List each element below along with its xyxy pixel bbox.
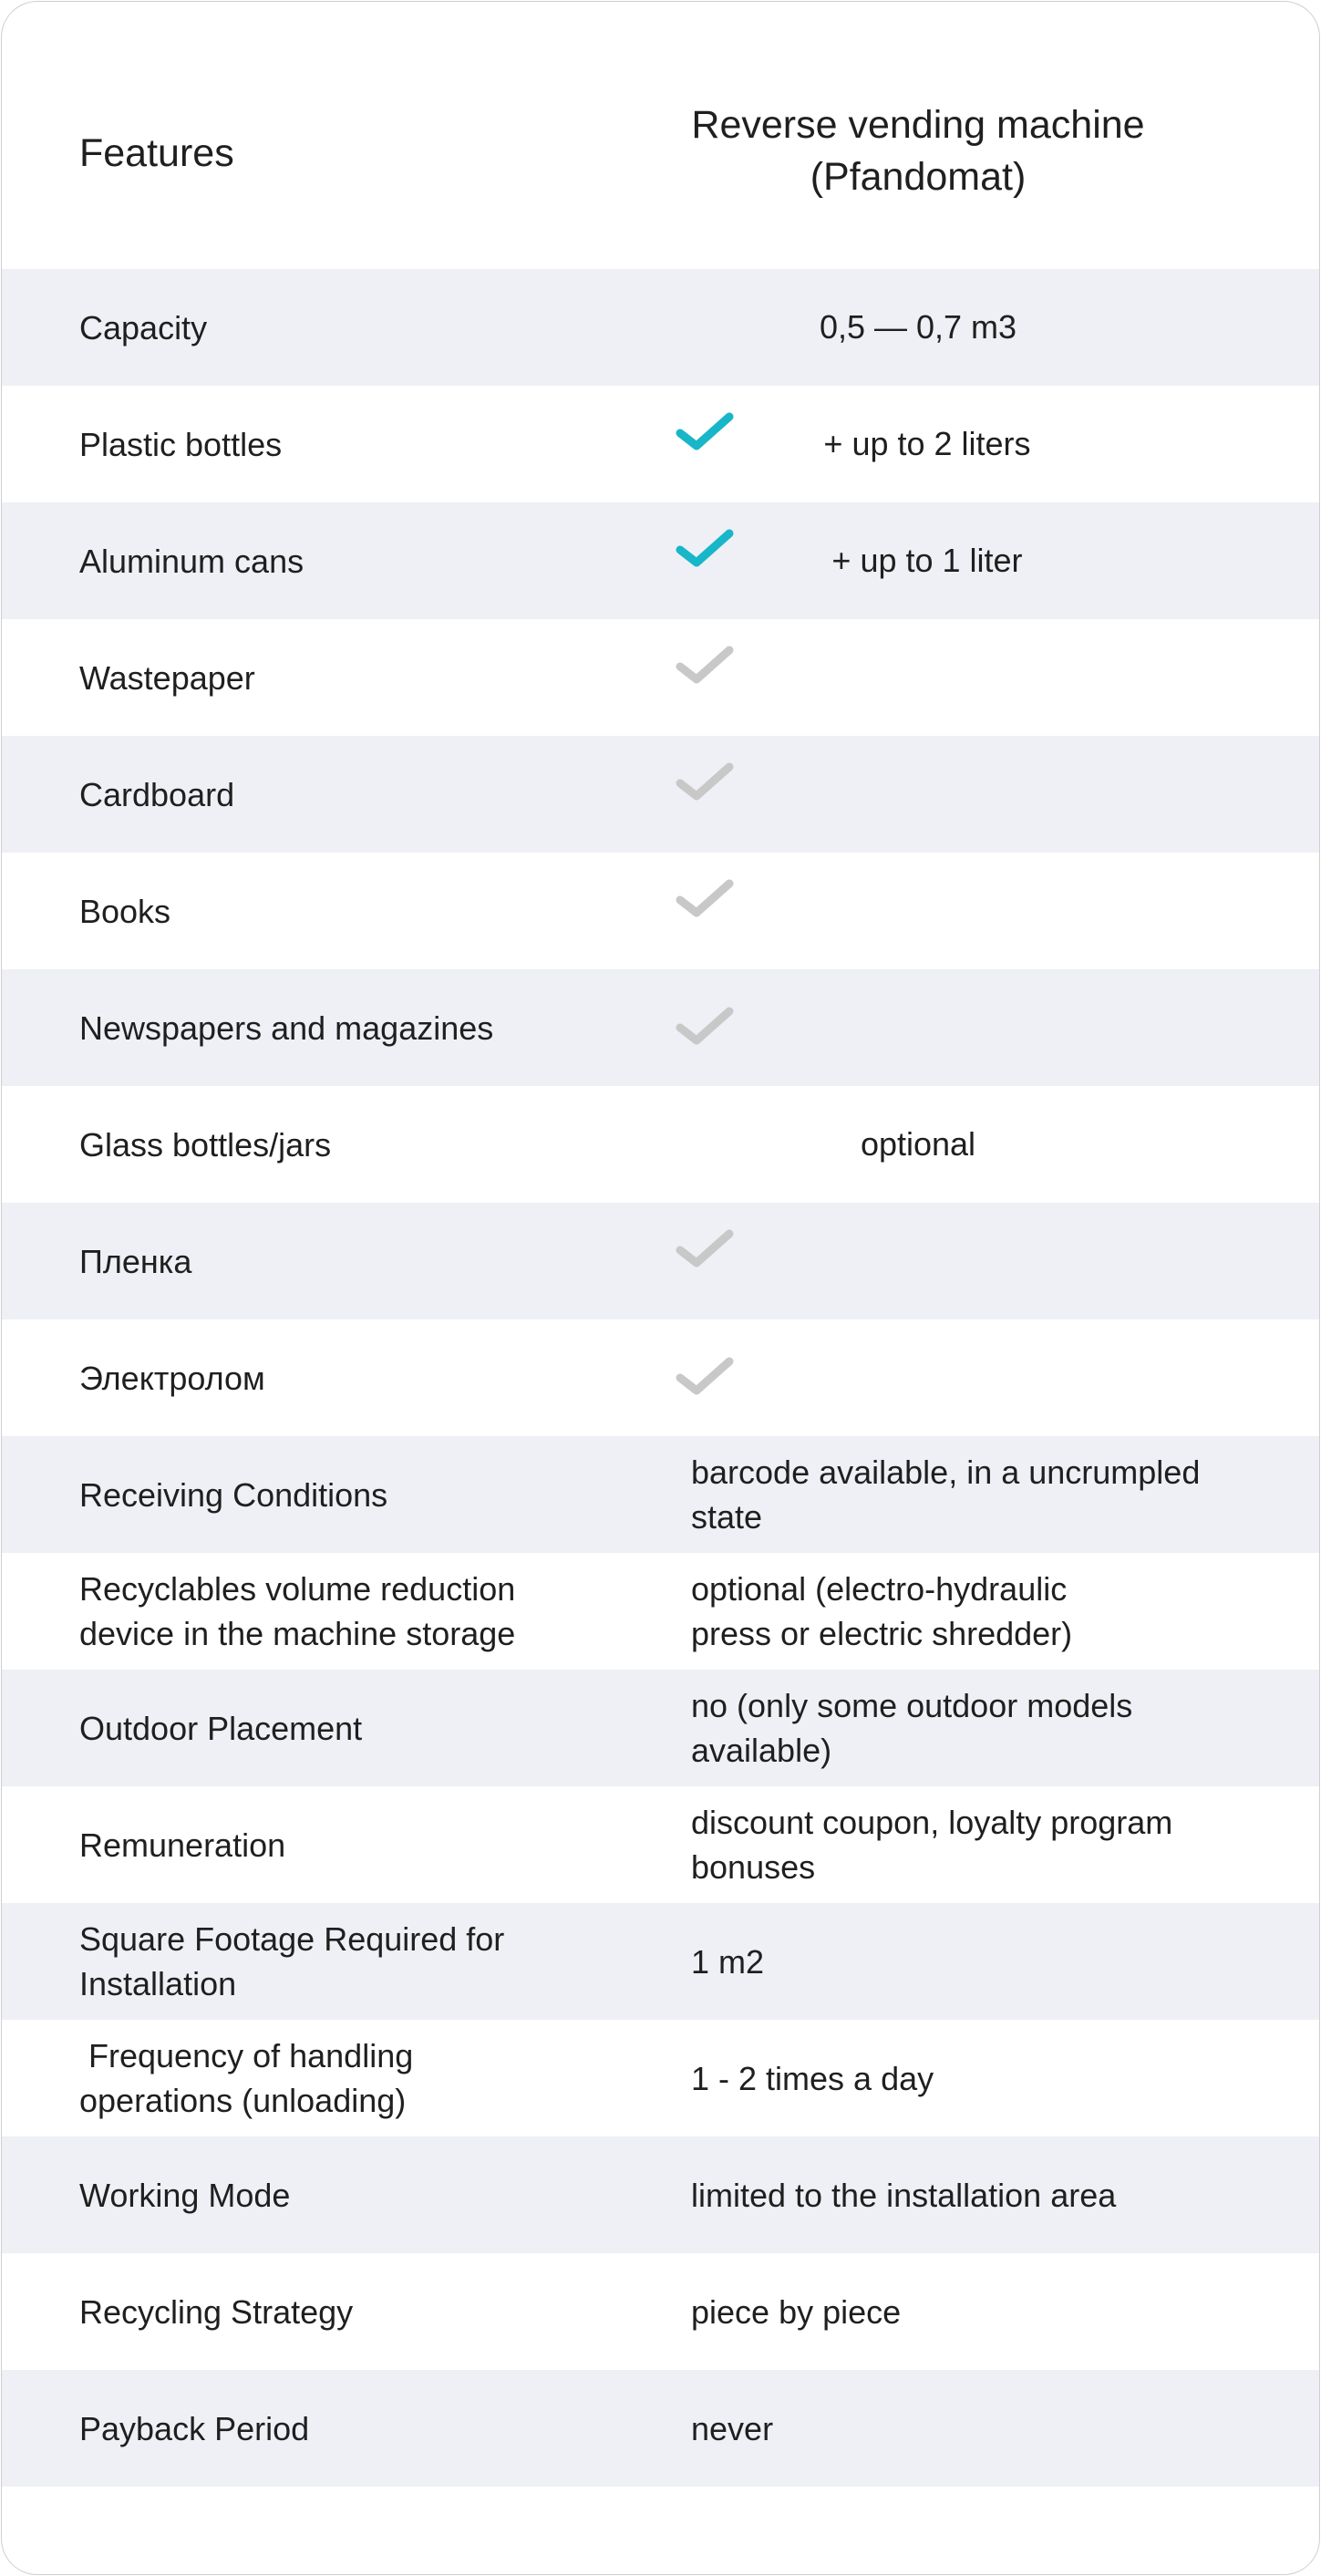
checkmark-icon [675, 526, 735, 570]
row-label-line-1: Square Footage Required for [79, 1920, 505, 1958]
row-outdoor-placement [2, 1670, 1319, 1786]
machine-column-heading [613, 99, 1223, 203]
row-label-line-1: Frequency of handling [79, 2037, 414, 2074]
row-newspapers-magazines [2, 969, 1319, 1086]
features-column-heading: Features [79, 131, 234, 175]
machine-heading-line-1: Reverse vending machine [691, 103, 1145, 147]
row-books [2, 853, 1319, 969]
row-label-line-2: device in the machine storage [79, 1615, 516, 1652]
row-label: Plastic bottles [79, 425, 283, 463]
row-label [79, 2020, 590, 2136]
row-label: Payback Period [79, 2409, 310, 2447]
row-square-footage [2, 1903, 1319, 2020]
row-value: never [691, 2409, 774, 2447]
row-value-line-1: discount coupon, loyalty program [691, 1804, 1173, 1841]
row-value-line-2: available) [691, 1732, 832, 1769]
row-label: Aluminum cans [79, 542, 304, 580]
row-value-line-2: state [691, 1498, 763, 1536]
row-value: 0,5 — 0,7 m3 [819, 308, 1017, 346]
row-note: + up to 2 liters [823, 425, 1031, 462]
row-payback-period [2, 2370, 1319, 2487]
row-label: Glass bottles/jars [79, 1125, 332, 1164]
row-value [691, 1786, 1275, 1903]
checkmark-icon [675, 409, 735, 453]
row-label [79, 1903, 590, 2020]
checkmark-icon [675, 643, 735, 687]
row-label: Newspapers and magazines [79, 1009, 494, 1047]
row-label: Receiving Conditions [79, 1475, 388, 1514]
row-label: Wastepaper [79, 658, 255, 697]
machine-heading-line-2: (Pfandomat) [810, 155, 1027, 199]
row-capacity [2, 269, 1319, 386]
row-value-line-1: barcode available, in a uncrumpled [691, 1454, 1201, 1491]
row-volume-reduction [2, 1553, 1319, 1670]
row-label: Remuneration [79, 1826, 286, 1864]
row-value: 1 m2 [691, 1942, 765, 1981]
row-plastic-bottles [2, 386, 1319, 502]
row-label: Books [79, 892, 171, 930]
row-value-line-2: press or electric shredder) [691, 1615, 1073, 1652]
row-value-line-2: bonuses [691, 1848, 816, 1886]
row-remuneration [2, 1786, 1319, 1903]
row-value [691, 1436, 1275, 1553]
checkmark-icon [675, 1354, 735, 1398]
checkmark-icon [675, 1004, 735, 1048]
row-recycling-strategy [2, 2253, 1319, 2370]
row-label: Электролом [79, 1359, 265, 1397]
row-value: 1 - 2 times a day [691, 2059, 934, 2097]
row-label: Capacity [79, 308, 208, 347]
row-note: + up to 1 liter [831, 542, 1023, 579]
row-glass-bottles [2, 1086, 1319, 1203]
checkmark-icon [675, 760, 735, 803]
row-film [2, 1203, 1319, 1319]
checkmark-icon [675, 1226, 735, 1270]
comparison-card [1, 1, 1320, 2575]
row-value: piece by piece [691, 2292, 902, 2331]
row-value: limited to the installation area [691, 2176, 1117, 2214]
row-value: optional [860, 1125, 976, 1163]
row-handling-frequency [2, 2020, 1319, 2136]
row-label: Cardboard [79, 775, 235, 813]
row-label: Пленка [79, 1242, 192, 1280]
row-label: Outdoor Placement [79, 1709, 363, 1747]
row-wastepaper [2, 619, 1319, 736]
checkmark-icon [675, 876, 735, 920]
row-label-line-2: Installation [79, 1965, 237, 2002]
row-value-line-1: optional (electro-hydraulic [691, 1570, 1068, 1608]
row-value-line-1: no (only some outdoor models [691, 1687, 1133, 1724]
row-electronic-scrap [2, 1319, 1319, 1436]
row-aluminum-cans [2, 502, 1319, 619]
table-header [2, 2, 1319, 269]
row-label-line-1: Recyclables volume reduction [79, 1570, 516, 1608]
row-label: Recycling Strategy [79, 2292, 354, 2331]
row-label: Working Mode [79, 2176, 291, 2214]
row-receiving-conditions [2, 1436, 1319, 1553]
row-cardboard [2, 736, 1319, 853]
row-label [79, 1553, 590, 1670]
row-label-line-2: operations (unloading) [79, 2082, 407, 2119]
row-value [691, 1553, 1275, 1670]
row-working-mode [2, 2136, 1319, 2253]
row-value [691, 1670, 1275, 1786]
